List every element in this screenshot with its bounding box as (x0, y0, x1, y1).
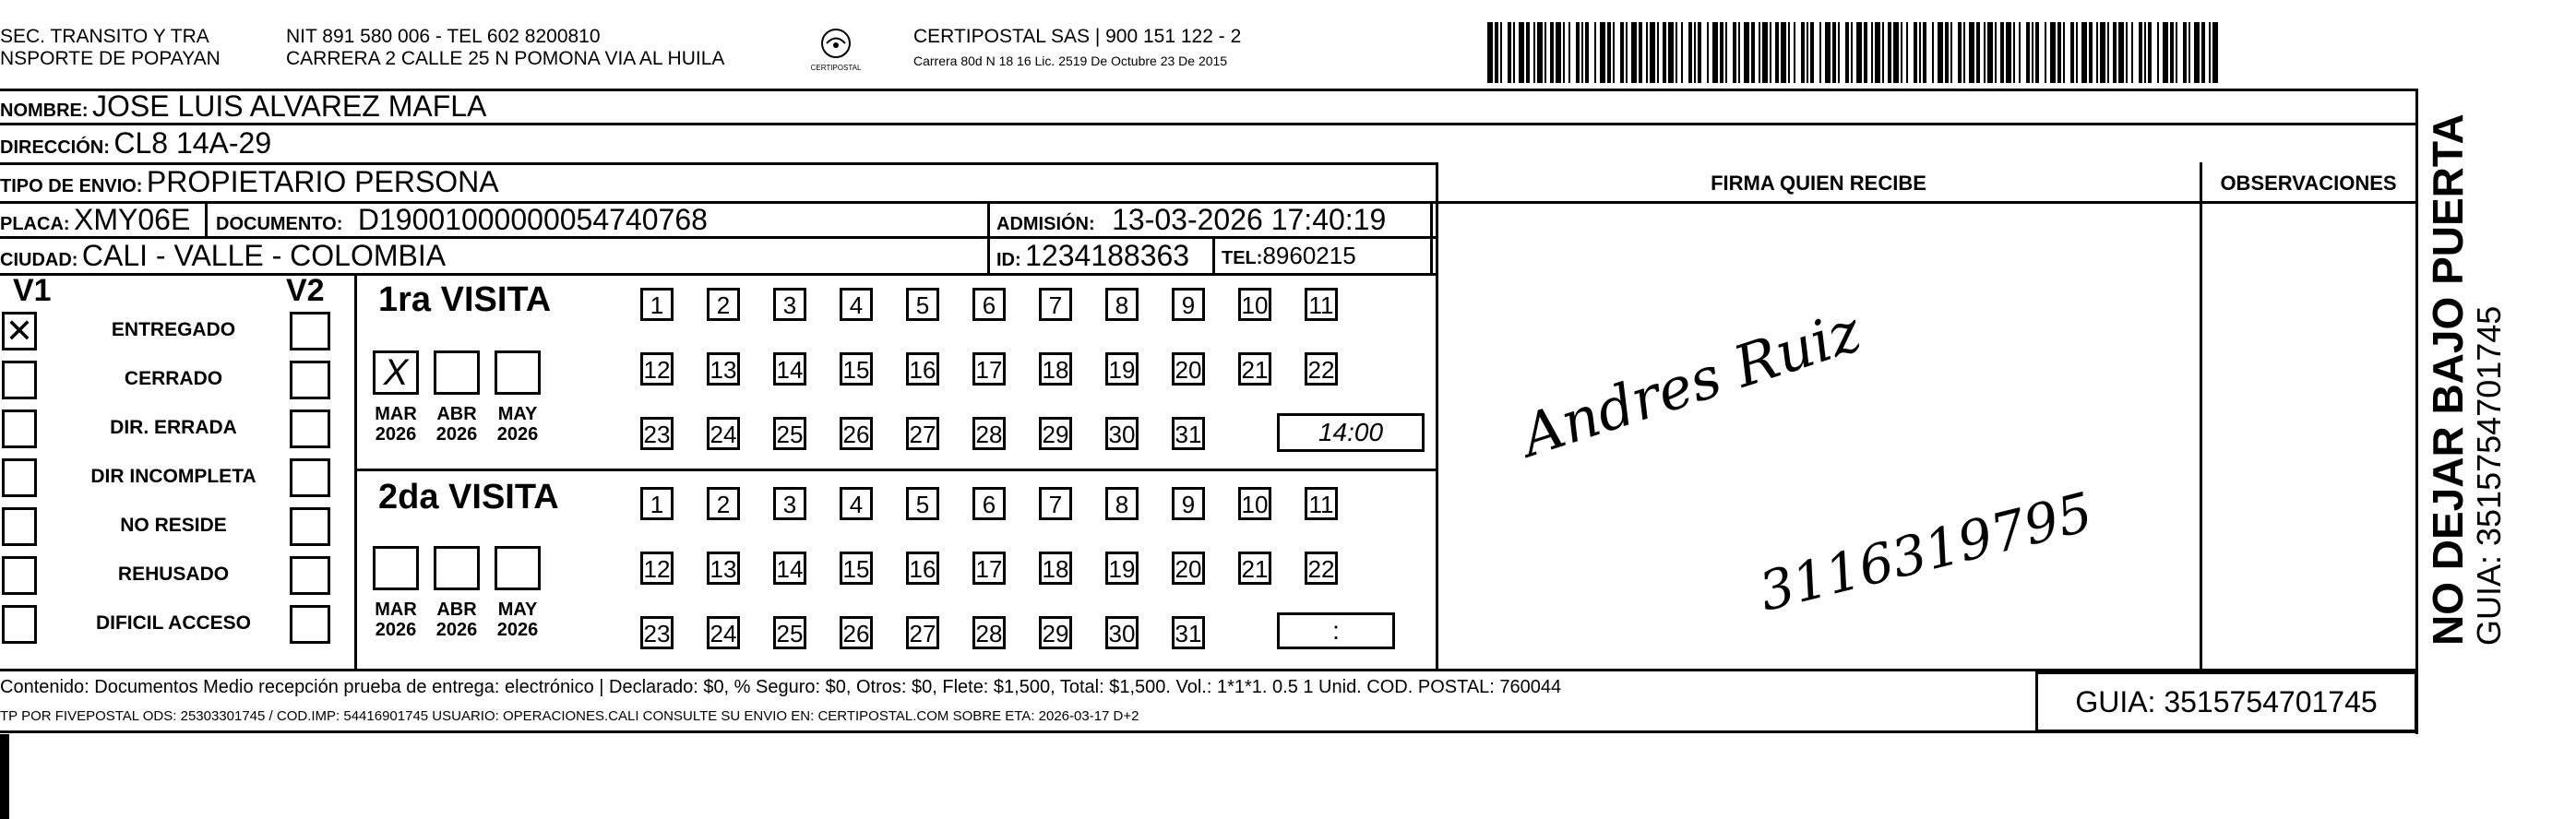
day-box[interactable]: 13 (707, 352, 740, 386)
v2-label: V2 (286, 273, 325, 308)
no-dejar-warning: NO DEJAR BAJO PUERTA (2424, 113, 2472, 646)
day-box[interactable]: 1 (640, 288, 674, 321)
day-box[interactable]: 28 (972, 616, 1006, 649)
handwritten-phone: 3116319795 (1753, 480, 2099, 623)
day-box[interactable]: 20 (1172, 352, 1205, 386)
day-box[interactable]: 29 (1039, 417, 1072, 450)
day-box[interactable]: 22 (1305, 352, 1338, 386)
status-v2-checkbox[interactable] (290, 361, 330, 399)
day-box[interactable]: 23 (640, 616, 674, 649)
certipostal-logo: CERTIPOSTAL (803, 28, 869, 79)
tel-field: TEL:8960215 (1222, 242, 1356, 269)
address-field: DIRECCIÓN: CL8 14A-29 (0, 126, 272, 160)
side-guia: GUIA: 3515754701745 (2470, 305, 2508, 646)
day-box[interactable]: 16 (906, 352, 939, 386)
day-box[interactable]: 3 (773, 288, 806, 321)
status-v2-checkbox[interactable] (290, 312, 330, 350)
month-checkbox[interactable]: X (373, 350, 419, 395)
day-box[interactable]: 9 (1172, 487, 1205, 520)
visit2-time-box[interactable]: : (1277, 612, 1395, 649)
month-label: MAY 2026 (496, 599, 539, 640)
day-box[interactable]: 2 (707, 288, 740, 321)
nit-line: NIT 891 580 006 - TEL 602 8200810 (286, 26, 601, 47)
day-box[interactable]: 31 (1172, 417, 1205, 450)
observations-header: OBSERVACIONES (2220, 172, 2397, 195)
day-box[interactable]: 27 (906, 616, 939, 649)
status-label: DIR. ERRADA (110, 417, 237, 438)
day-box[interactable]: 31 (1172, 616, 1205, 649)
license-line: Carrera 80d N 18 16 Lic. 2519 De Octubre 23 De 2015 (913, 53, 1228, 68)
day-box[interactable]: 17 (972, 552, 1006, 585)
status-v2-checkbox[interactable] (290, 507, 330, 546)
month-label: MAY 2026 (496, 404, 539, 445)
day-box[interactable]: 27 (906, 417, 939, 450)
guia-box: GUIA: 3515754701745 (2035, 671, 2417, 732)
day-box[interactable]: 24 (707, 616, 740, 649)
sender-contact (286, 26, 724, 70)
day-box[interactable]: 14 (773, 552, 806, 585)
day-box[interactable]: 20 (1172, 552, 1205, 585)
status-v1-checkbox[interactable] (2, 556, 37, 595)
month-checkbox[interactable] (373, 546, 419, 590)
courier-info (913, 26, 1241, 68)
company-line: CERTIPOSTAL SAS | 900 151 122 - 2 (913, 26, 1242, 47)
day-box[interactable]: 6 (972, 288, 1006, 321)
document-value: D19001000000054740768 (357, 203, 708, 236)
day-box[interactable]: 26 (840, 417, 873, 450)
status-v1-checkbox[interactable] (2, 458, 37, 497)
day-box[interactable]: 14 (773, 352, 806, 386)
day-box[interactable]: 9 (1172, 288, 1205, 321)
day-box[interactable]: 8 (1105, 288, 1139, 321)
city-value: CALI - VALLE - COLOMBIA (81, 239, 447, 272)
status-v1-checkbox[interactable]: ✕ (2, 312, 37, 350)
month-checkbox[interactable] (495, 546, 541, 590)
day-box[interactable]: 16 (906, 552, 939, 585)
shipment-type: PROPIETARIO PERSONA (146, 165, 499, 198)
day-box[interactable]: 12 (640, 352, 674, 386)
day-box[interactable]: 4 (840, 487, 873, 520)
day-box[interactable]: 1 (640, 487, 674, 520)
status-v1-checkbox[interactable] (2, 410, 37, 448)
sender-line1: SEC. TRANSITO Y TRA (0, 26, 209, 47)
day-box[interactable]: 8 (1105, 487, 1139, 520)
id-value: 1234188363 (1025, 239, 1190, 272)
day-box[interactable]: 3 (773, 487, 806, 520)
month-checkbox[interactable] (434, 350, 480, 395)
name-field: NOMBRE: JOSE LUIS ALVAREZ MAFLA (0, 89, 487, 123)
day-box[interactable]: 2 (707, 487, 740, 520)
day-box[interactable]: 30 (1105, 417, 1139, 450)
day-box[interactable]: 7 (1039, 487, 1072, 520)
status-v1-checkbox[interactable] (2, 361, 37, 399)
id-field: ID: 1234188363 (996, 239, 1190, 272)
visit1-title: 1ra VISITA (378, 280, 552, 319)
day-box[interactable]: 17 (972, 352, 1006, 386)
status-label: DIR INCOMPLETA (90, 466, 256, 487)
day-box[interactable]: 24 (707, 417, 740, 450)
day-box[interactable]: 15 (840, 352, 873, 386)
sender-line2: NSPORTE DE POPAYAN (0, 48, 221, 69)
day-box[interactable]: 18 (1039, 352, 1072, 386)
day-box[interactable]: 21 (1238, 352, 1271, 386)
v1-label: V1 (13, 273, 52, 308)
content-declaration: Contenido: Documentos Medio recepción prueba de entrega: electrónico | Declarado: $0, % Seguro: $0, Otros: $0, Flete: $1,500, Total: $1,500. Vol.: 1*1*1. 0.5 1 Unid. COD. POSTAL: 760044 (0, 677, 1562, 697)
address-line: CARRERA 2 CALLE 25 N POMONA VIA AL HUILA (286, 48, 725, 69)
day-box[interactable]: 11 (1305, 288, 1338, 321)
day-box[interactable]: 15 (840, 552, 873, 585)
month-label: ABR 2026 (435, 404, 478, 445)
day-box[interactable]: 23 (640, 417, 674, 450)
day-box[interactable]: 19 (1105, 352, 1139, 386)
day-box[interactable]: 5 (906, 487, 939, 520)
day-box[interactable]: 12 (640, 552, 674, 585)
sender-name (0, 26, 221, 70)
day-box[interactable]: 11 (1305, 487, 1338, 520)
side-text (2424, 113, 2508, 646)
day-box[interactable]: 26 (840, 616, 873, 649)
day-box[interactable]: 19 (1105, 552, 1139, 585)
day-box[interactable]: 18 (1039, 552, 1072, 585)
status-v2-checkbox[interactable] (290, 556, 330, 595)
month-checkbox[interactable] (495, 350, 541, 395)
recipient-address: CL8 14A-29 (113, 126, 272, 160)
day-box[interactable]: 10 (1238, 487, 1271, 520)
visit2-title: 2da VISITA (378, 478, 559, 516)
plate-value: XMY06E (74, 203, 191, 236)
day-box[interactable]: 13 (707, 552, 740, 585)
status-v2-checkbox[interactable] (290, 605, 330, 644)
status-label: DIFICIL ACCESO (95, 612, 251, 634)
status-label: REHUSADO (117, 564, 230, 585)
month-label: MAR 2026 (375, 599, 417, 640)
status-v2-checkbox[interactable] (290, 410, 330, 448)
barcode (1487, 22, 2225, 83)
status-v2-checkbox[interactable] (290, 458, 330, 497)
plate-field: PLACA: XMY06E (0, 203, 191, 236)
day-box[interactable]: 6 (972, 487, 1006, 520)
day-box[interactable]: 29 (1039, 616, 1072, 649)
day-box[interactable]: 5 (906, 288, 939, 321)
day-box[interactable]: 21 (1238, 552, 1271, 585)
visit1-time-box[interactable]: 14:00 (1277, 413, 1425, 452)
reference-line: TP POR FIVEPOSTAL ODS: 25303301745 / COD.IMP: 54416901745 USUARIO: OPERACIONES.CALI CONSULTE SU ENVIO EN: CERTIPOSTAL.COM SOBRE ETA: 2026-03-17 D+2 (0, 708, 1139, 724)
day-box[interactable]: 30 (1105, 616, 1139, 649)
status-v1-checkbox[interactable] (2, 605, 37, 644)
tel-value: 8960215 (1262, 242, 1356, 269)
recipient-name: JOSE LUIS ALVAREZ MAFLA (92, 89, 487, 123)
status-label: NO RESIDE (120, 515, 227, 536)
day-box[interactable]: 7 (1039, 288, 1072, 321)
city-field: CIUDAD: CALI - VALLE - COLOMBIA (0, 239, 447, 272)
day-box[interactable]: 28 (972, 417, 1006, 450)
day-box[interactable]: 22 (1305, 552, 1338, 585)
document-field: DOCUMENTO: D19001000000054740768 (216, 203, 708, 236)
month-checkbox[interactable] (434, 546, 480, 590)
status-label: ENTREGADO (111, 319, 236, 340)
day-box[interactable]: 25 (773, 417, 806, 450)
logo-icon (817, 28, 854, 59)
receiver-signature-header: FIRMA QUIEN RECIBE (1711, 172, 1926, 195)
admission-field: ADMISIÓN: 13-03-2026 17:40:19 (996, 203, 1387, 236)
status-label: CERRADO (124, 368, 223, 389)
admission-value: 13-03-2026 17:40:19 (1112, 203, 1387, 236)
status-v1-checkbox[interactable] (2, 507, 37, 546)
month-label: ABR 2026 (435, 599, 478, 640)
day-box[interactable]: 4 (840, 288, 873, 321)
day-box[interactable]: 10 (1238, 288, 1271, 321)
day-box[interactable]: 25 (773, 616, 806, 649)
shipment-type-field: TIPO DE ENVIO: PROPIETARIO PERSONA (0, 165, 499, 198)
month-label: MAR 2026 (375, 404, 417, 445)
handwritten-signature: Andres Ruiz (1513, 297, 1869, 470)
